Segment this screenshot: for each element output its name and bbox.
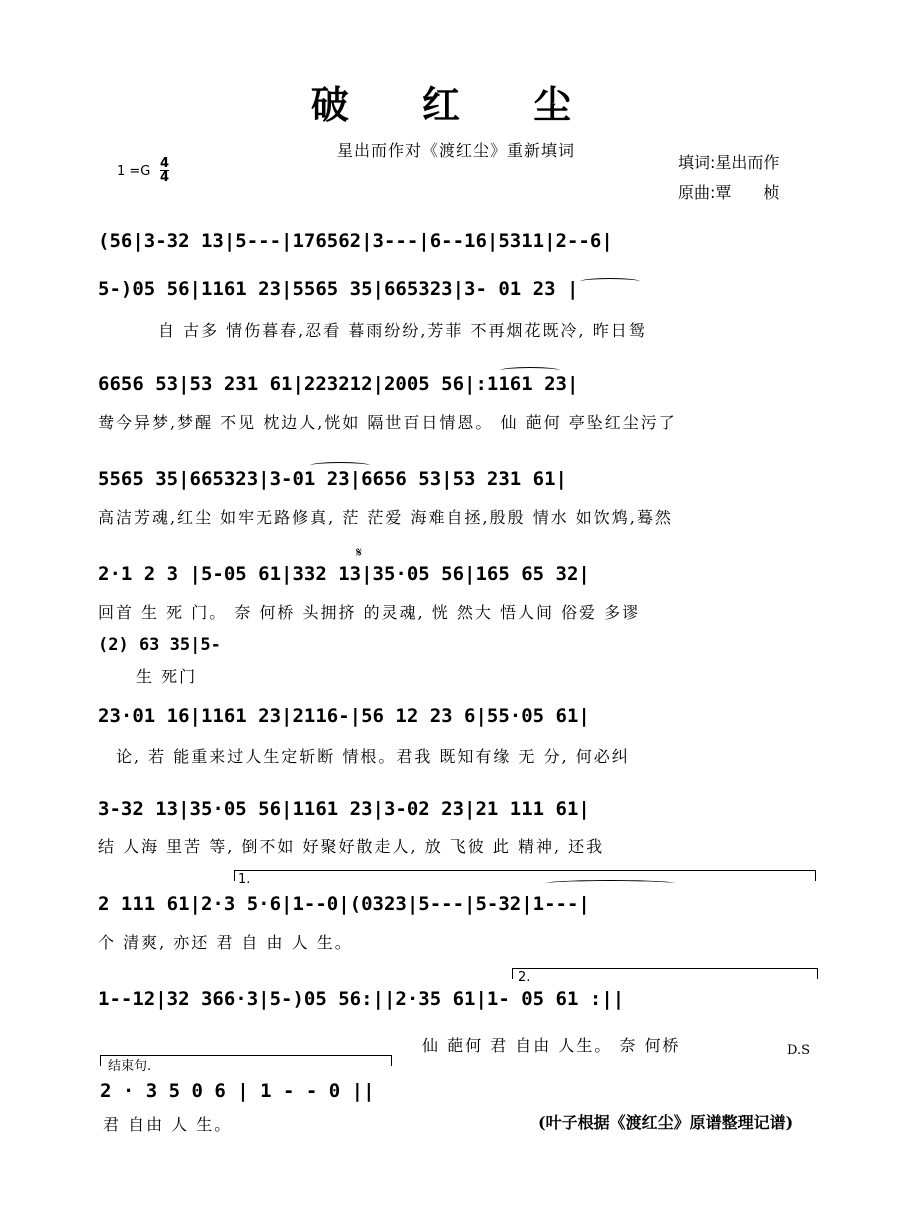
composer-credit: 原曲:覃 桢 — [678, 183, 780, 202]
volta-1-label: 1. — [238, 872, 251, 887]
key-signature: 1 =G — [117, 164, 151, 179]
notation-line-10: 1--12|32 366·3|5-)05 56:||2·35 61|1- 05 61 :|| — [98, 988, 625, 1010]
notation-line-4: 5565 35|665323|3-01 23|6656 53|53 231 61| — [98, 468, 567, 490]
volta-1-bracket — [234, 870, 816, 881]
lyrics-line-3: 鸯今异梦,梦醒 不见 枕边人,恍如 隔世百日情恩。 仙 葩何 亭坠红尘污了 — [98, 413, 677, 432]
lyrics-line-6: 生 死门 — [136, 667, 198, 686]
notation-line-5: 2·1 2 3 |5-05 61|332 13|35·05 56|165 65 32| — [98, 563, 590, 585]
notation-line-3: 6656 53|53 231 61|223212|2005 56|:1161 23| — [98, 373, 579, 395]
notation-line-8: 3-32 13|35·05 56|1161 23|3-02 23|21 111 61| — [98, 798, 590, 820]
slur-mark — [580, 278, 640, 285]
lyrics-line-10: 仙 葩何 君 自由 人生。 奈 何桥 — [422, 1036, 681, 1055]
notation-line-9: 2 111 61|2·3 5·6|1--0|(0323|5---|5-32|1---| — [98, 893, 590, 915]
score-title: 破 红 尘 — [310, 82, 602, 127]
slur-mark — [545, 880, 675, 887]
lyrics-line-9: 个 清爽, 亦还 君 自 由 人 生。 — [98, 933, 353, 952]
time-signature — [160, 157, 169, 184]
slur-mark — [500, 367, 560, 374]
notation-line-7: 23·01 16|1161 23|2116-|56 12 23 6|55·05 61| — [98, 705, 590, 727]
notation-line-1: (56|3-32 13|5---|176562|3---|6--16|5311|2--6| — [98, 230, 613, 252]
time-signature-top: 4 — [160, 156, 170, 171]
notation-line-2: 5-)05 56|1161 23|5565 35|665323|3- 01 23 | — [98, 278, 579, 300]
ending-lyrics: 君 自由 人 生。 — [103, 1115, 233, 1134]
source-note: (叶子根据《渡红尘》原谱整理记谱) — [538, 1113, 794, 1132]
lyrics-line-2: 自 古多 情伤暮春,忍看 暮雨纷纷,芳菲 不再烟花既冷, 昨日鸳 — [158, 321, 647, 340]
notation-line-6: (2) 63 35|5- — [98, 635, 221, 655]
volta-2-label: 2. — [518, 970, 531, 985]
lyricist-credit: 填词:星出而作 — [678, 153, 780, 172]
segno-icon: 𝄋 — [356, 545, 363, 561]
volta-2-bracket — [512, 968, 818, 979]
ending-label: 结束句. — [108, 1059, 152, 1074]
time-signature-bottom: 4 — [160, 170, 170, 185]
lyrics-line-7: 论, 若 能重来过人生定斩断 情根。君我 既知有缘 无 分, 何必纠 — [116, 747, 630, 766]
lyrics-line-8: 结 人海 里苦 等, 倒不如 好聚好散走人, 放 飞彼 此 精神, 还我 — [98, 837, 605, 856]
lyrics-line-5: 回首 生 死 门。 奈 何桥 头拥挤 的灵魂, 恍 然大 悟人间 俗爱 多谬 — [98, 603, 641, 622]
score-subtitle: 星出而作对《渡红尘》重新填词 — [336, 141, 575, 160]
lyrics-line-4: 高洁芳魂,红尘 如牢无路修真, 茫 茫爱 海难自拯,殷殷 情水 如饮鸩,蓦然 — [98, 508, 673, 527]
ending-notation: 2 · 3 5 0 6 | 1 - - 0 || — [100, 1080, 375, 1102]
slur-mark — [310, 462, 370, 469]
ds-mark: D.S — [787, 1043, 810, 1058]
